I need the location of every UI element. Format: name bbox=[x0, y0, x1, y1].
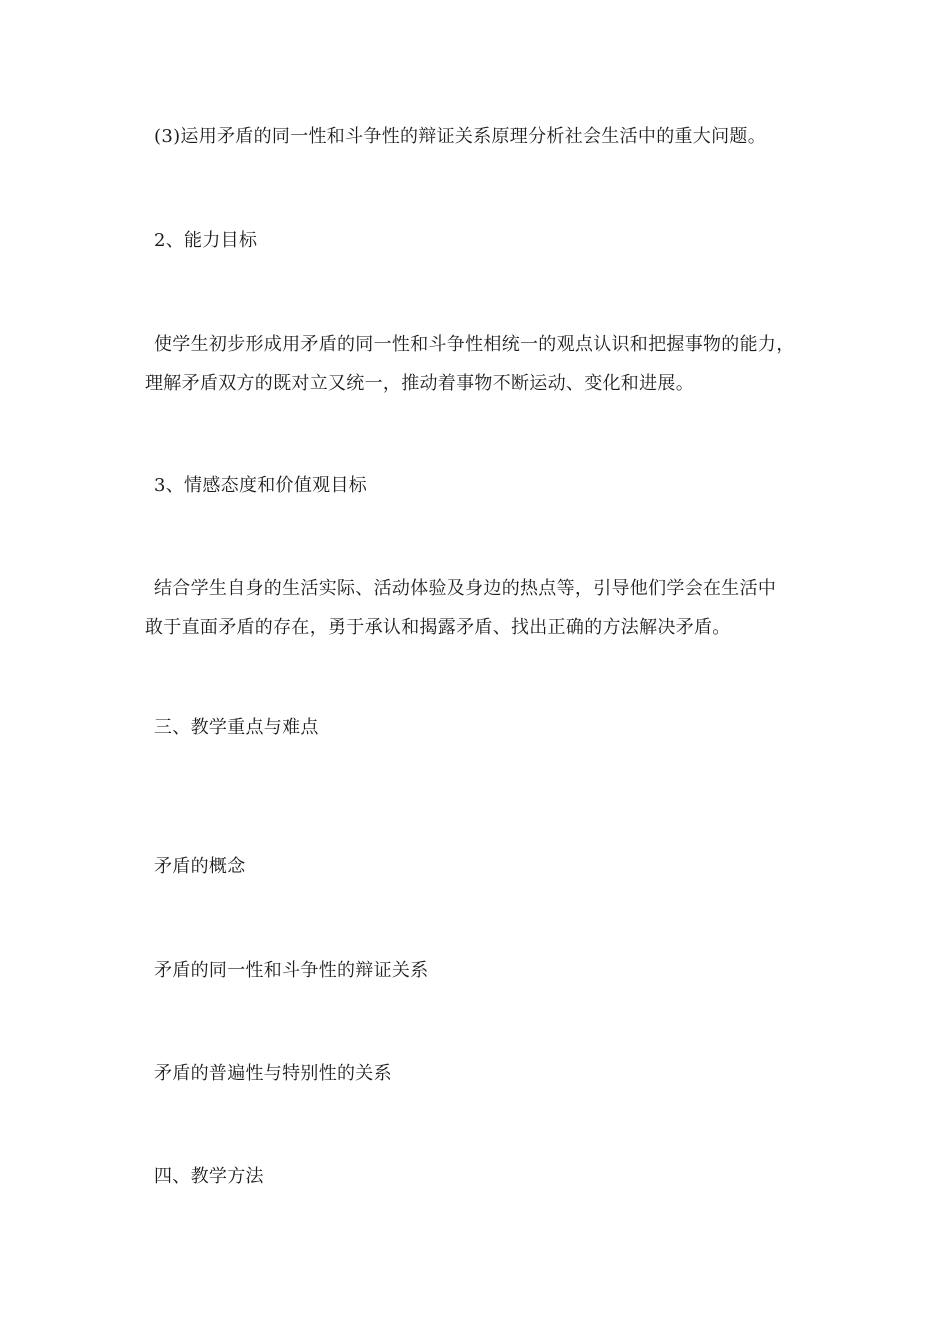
paragraph-ability-line-1: 使学生初步形成用矛盾的同一性和斗争性相统一的观点认识和把握事物的能力， bbox=[154, 334, 795, 355]
list-item-identity-struggle: 矛盾的同一性和斗争性的辩证关系 bbox=[154, 960, 429, 981]
heading-key-points: 三、教学重点与难点 bbox=[154, 717, 319, 738]
paragraph-ability-line-2: 理解矛盾双方的既对立又统一，推动着事物不断运动、变化和进展。 bbox=[145, 373, 694, 394]
heading-ability-goal: 2、能力目标 bbox=[154, 230, 258, 251]
list-item-contradiction-concept: 矛盾的概念 bbox=[154, 856, 246, 877]
list-item-universality-particularity: 矛盾的普遍性与特别性的关系 bbox=[154, 1063, 392, 1084]
paragraph-objective-3: (3)运用矛盾的同一性和斗争性的辩证关系原理分析社会生活中的重大问题。 bbox=[154, 126, 766, 147]
paragraph-emotion-line-1: 结合学生自身的生活实际、活动体验及身边的热点等，引导他们学会在生活中 bbox=[154, 578, 777, 599]
heading-emotion-goal: 3、情感态度和价值观目标 bbox=[154, 475, 368, 496]
paragraph-emotion-line-2: 敢于直面矛盾的存在，勇于承认和揭露矛盾、找出正确的方法解决矛盾。 bbox=[145, 617, 731, 638]
heading-teaching-methods: 四、教学方法 bbox=[154, 1166, 264, 1187]
